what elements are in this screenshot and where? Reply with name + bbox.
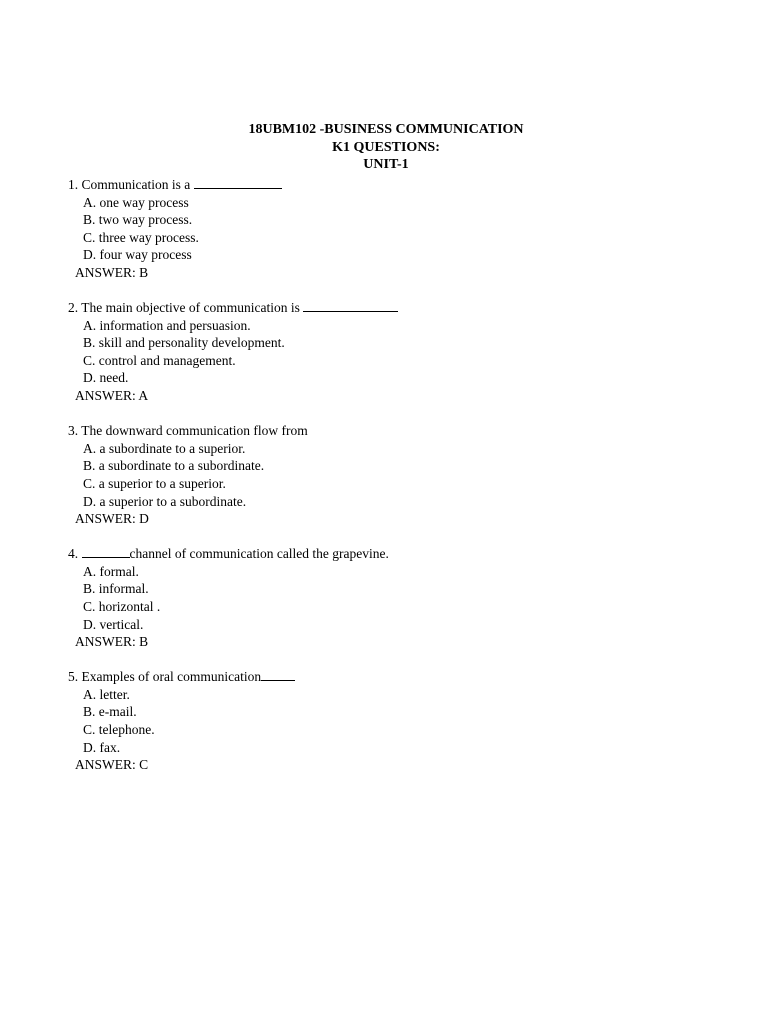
question-list (68, 176, 708, 791)
section-title: K1 QUESTIONS: (332, 139, 440, 155)
question-4 (68, 545, 708, 651)
question-2-option-a: A. information and persuasion. (83, 317, 251, 333)
question-5-answer: ANSWER: C (75, 757, 149, 773)
question-1-option-b: B. two way process. (83, 212, 193, 228)
question-5-option-b: B. e-mail. (83, 704, 137, 720)
answer-blank (303, 299, 398, 312)
question-3-option-d: D. a superior to a subordinate. (83, 493, 247, 509)
question-2-option-b: B. skill and personality development. (83, 335, 285, 351)
question-4-option-c: C. horizontal . (83, 598, 161, 614)
question-2-option-c: C. control and management. (83, 352, 236, 368)
question-3-answer: ANSWER: D (75, 511, 149, 527)
question-3-option-a: A. a subordinate to a superior. (83, 440, 246, 456)
question-1-text: 1. Communication is a (68, 176, 708, 194)
question-1-option-a: A. one way process (83, 194, 189, 210)
question-4-answer: ANSWER: B (75, 634, 149, 650)
answer-blank (82, 545, 130, 558)
question-3-option-b: B. a subordinate to a subordinate. (83, 458, 265, 474)
question-1-answer: ANSWER: B (75, 264, 149, 280)
question-1 (68, 176, 708, 282)
question-5-text: 5. Examples of oral communication (68, 668, 708, 686)
answer-blank (261, 668, 295, 681)
course-title: 18UBM102 -BUSINESS COMMUNICATION (248, 122, 524, 137)
question-4-option-a: A. formal. (83, 563, 139, 579)
answer-blank (194, 176, 282, 189)
question-2-text: 2. The main objective of communication is (68, 299, 708, 317)
question-2-answer: ANSWER: A (75, 388, 149, 404)
unit-title: UNIT-1 (363, 157, 409, 172)
question-5-option-c: C. telephone. (83, 722, 155, 738)
question-3-text: 3. The downward communication flow from (68, 423, 308, 439)
question-5-option-d: D. fax. (83, 739, 121, 755)
document-header (0, 121, 768, 174)
question-1-option-c: C. three way process. (83, 229, 199, 245)
question-4-option-d: D. vertical. (83, 616, 144, 632)
question-4-text: 4. channel of communication called the grapevine. (68, 546, 389, 562)
question-5 (68, 668, 708, 774)
question-1-option-d: D. four way process (83, 247, 192, 263)
question-2-option-d: D. need. (83, 370, 129, 386)
question-3-option-c: C. a superior to a superior. (83, 475, 226, 491)
question-2 (68, 299, 708, 405)
question-5-option-a: A. letter. (83, 686, 130, 702)
question-4-option-b: B. informal. (83, 581, 149, 597)
question-3 (68, 422, 708, 528)
